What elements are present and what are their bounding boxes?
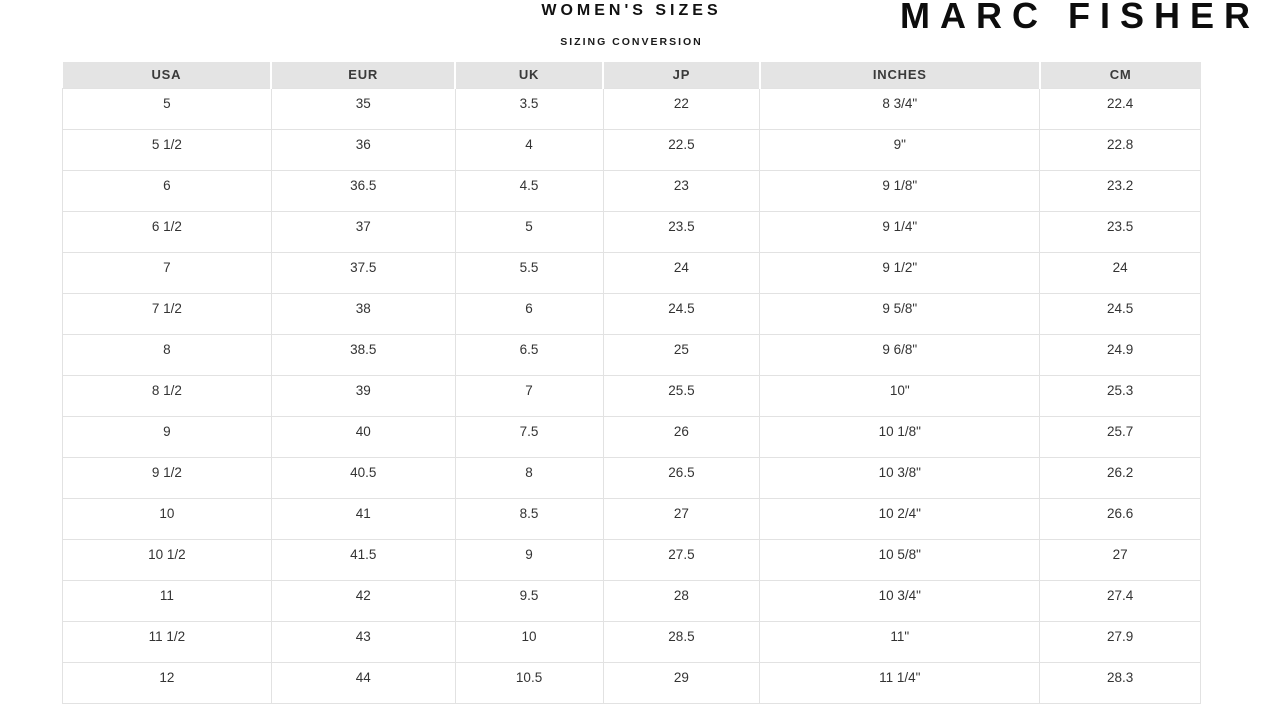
size-cell: 11 bbox=[63, 580, 272, 621]
table-row bbox=[63, 498, 1201, 539]
size-table-head bbox=[63, 62, 1201, 88]
size-cell: 6.5 bbox=[455, 334, 603, 375]
size-cell: 9 5/8" bbox=[760, 293, 1040, 334]
size-cell: 6 bbox=[455, 293, 603, 334]
table-row bbox=[63, 662, 1201, 703]
table-row bbox=[63, 539, 1201, 580]
size-cell: 4.5 bbox=[455, 170, 603, 211]
size-cell: 29 bbox=[603, 662, 760, 703]
table-row bbox=[63, 457, 1201, 498]
size-cell: 10 1/2 bbox=[63, 539, 272, 580]
size-cell: 37 bbox=[271, 211, 455, 252]
size-cell: 38 bbox=[271, 293, 455, 334]
size-cell: 41 bbox=[271, 498, 455, 539]
size-cell: 9 bbox=[63, 416, 272, 457]
size-cell: 39 bbox=[271, 375, 455, 416]
size-cell: 35 bbox=[271, 88, 455, 129]
size-cell: 8.5 bbox=[455, 498, 603, 539]
size-cell: 12 bbox=[63, 662, 272, 703]
size-cell: 9 1/8" bbox=[760, 170, 1040, 211]
page-title: WOMEN'S SIZES bbox=[541, 2, 722, 19]
size-cell: 24 bbox=[603, 252, 760, 293]
size-cell: 10 3/8" bbox=[760, 457, 1040, 498]
size-conversion-table bbox=[62, 62, 1201, 704]
size-cell: 4 bbox=[455, 129, 603, 170]
size-cell: 9 1/2 bbox=[63, 457, 272, 498]
size-cell: 24.5 bbox=[603, 293, 760, 334]
size-cell: 5 bbox=[63, 88, 272, 129]
size-cell: 8 3/4" bbox=[760, 88, 1040, 129]
size-cell: 42 bbox=[271, 580, 455, 621]
table-row bbox=[63, 211, 1201, 252]
size-cell: 26.2 bbox=[1040, 457, 1201, 498]
size-cell: 9.5 bbox=[455, 580, 603, 621]
column-header: EUR bbox=[271, 62, 455, 88]
size-cell: 40.5 bbox=[271, 457, 455, 498]
table-row bbox=[63, 580, 1201, 621]
size-cell: 3.5 bbox=[455, 88, 603, 129]
size-cell: 36 bbox=[271, 129, 455, 170]
size-cell: 27.5 bbox=[603, 539, 760, 580]
size-cell: 36.5 bbox=[271, 170, 455, 211]
size-cell: 43 bbox=[271, 621, 455, 662]
size-cell: 5 bbox=[455, 211, 603, 252]
table-row bbox=[63, 375, 1201, 416]
header-row bbox=[63, 62, 1201, 88]
size-table-body bbox=[63, 88, 1201, 703]
size-cell: 25.3 bbox=[1040, 375, 1201, 416]
table-row bbox=[63, 334, 1201, 375]
size-cell: 10 3/4" bbox=[760, 580, 1040, 621]
size-cell: 9 bbox=[455, 539, 603, 580]
size-cell: 7 bbox=[63, 252, 272, 293]
size-cell: 24.9 bbox=[1040, 334, 1201, 375]
size-cell: 11" bbox=[760, 621, 1040, 662]
size-cell: 28.5 bbox=[603, 621, 760, 662]
table-row bbox=[63, 88, 1201, 129]
size-cell: 7 bbox=[455, 375, 603, 416]
column-header: INCHES bbox=[760, 62, 1040, 88]
size-cell: 6 bbox=[63, 170, 272, 211]
size-cell: 5.5 bbox=[455, 252, 603, 293]
size-cell: 37.5 bbox=[271, 252, 455, 293]
size-cell: 25.7 bbox=[1040, 416, 1201, 457]
size-cell: 23.5 bbox=[603, 211, 760, 252]
column-header: UK bbox=[455, 62, 603, 88]
size-cell: 9 1/4" bbox=[760, 211, 1040, 252]
size-cell: 8 1/2 bbox=[63, 375, 272, 416]
size-cell: 11 1/2 bbox=[63, 621, 272, 662]
size-cell: 23.5 bbox=[1040, 211, 1201, 252]
size-cell: 44 bbox=[271, 662, 455, 703]
size-cell: 10.5 bbox=[455, 662, 603, 703]
size-cell: 10 bbox=[455, 621, 603, 662]
page-header bbox=[0, 0, 1280, 62]
table-row bbox=[63, 129, 1201, 170]
size-cell: 8 bbox=[63, 334, 272, 375]
size-cell: 27.4 bbox=[1040, 580, 1201, 621]
size-cell: 10 5/8" bbox=[760, 539, 1040, 580]
size-cell: 9 6/8" bbox=[760, 334, 1040, 375]
size-cell: 23 bbox=[603, 170, 760, 211]
size-cell: 40 bbox=[271, 416, 455, 457]
size-cell: 25 bbox=[603, 334, 760, 375]
size-cell: 10" bbox=[760, 375, 1040, 416]
size-cell: 10 1/8" bbox=[760, 416, 1040, 457]
table-row bbox=[63, 293, 1201, 334]
size-cell: 38.5 bbox=[271, 334, 455, 375]
size-cell: 41.5 bbox=[271, 539, 455, 580]
size-cell: 28.3 bbox=[1040, 662, 1201, 703]
size-cell: 6 1/2 bbox=[63, 211, 272, 252]
size-cell: 8 bbox=[455, 457, 603, 498]
size-cell: 9 1/2" bbox=[760, 252, 1040, 293]
size-cell: 26.5 bbox=[603, 457, 760, 498]
table-row bbox=[63, 252, 1201, 293]
size-conversion-table-wrap bbox=[62, 62, 1201, 704]
size-cell: 22.4 bbox=[1040, 88, 1201, 129]
size-cell: 10 2/4" bbox=[760, 498, 1040, 539]
size-cell: 23.2 bbox=[1040, 170, 1201, 211]
size-cell: 24.5 bbox=[1040, 293, 1201, 334]
size-cell: 26.6 bbox=[1040, 498, 1201, 539]
column-header: JP bbox=[603, 62, 760, 88]
size-cell: 7 1/2 bbox=[63, 293, 272, 334]
brand-logo: MARC FISHER bbox=[900, 0, 1260, 36]
size-cell: 7.5 bbox=[455, 416, 603, 457]
size-cell: 25.5 bbox=[603, 375, 760, 416]
size-cell: 10 bbox=[63, 498, 272, 539]
size-cell: 22 bbox=[603, 88, 760, 129]
size-cell: 27.9 bbox=[1040, 621, 1201, 662]
size-cell: 9" bbox=[760, 129, 1040, 170]
size-cell: 24 bbox=[1040, 252, 1201, 293]
size-cell: 26 bbox=[603, 416, 760, 457]
size-cell: 27 bbox=[603, 498, 760, 539]
table-row bbox=[63, 416, 1201, 457]
size-cell: 27 bbox=[1040, 539, 1201, 580]
size-cell: 22.8 bbox=[1040, 129, 1201, 170]
column-header: CM bbox=[1040, 62, 1201, 88]
size-cell: 5 1/2 bbox=[63, 129, 272, 170]
size-cell: 28 bbox=[603, 580, 760, 621]
page-subtitle: SIZING CONVERSION bbox=[560, 36, 703, 48]
size-cell: 22.5 bbox=[603, 129, 760, 170]
column-header: USA bbox=[63, 62, 272, 88]
table-row bbox=[63, 170, 1201, 211]
size-cell: 11 1/4" bbox=[760, 662, 1040, 703]
table-row bbox=[63, 621, 1201, 662]
